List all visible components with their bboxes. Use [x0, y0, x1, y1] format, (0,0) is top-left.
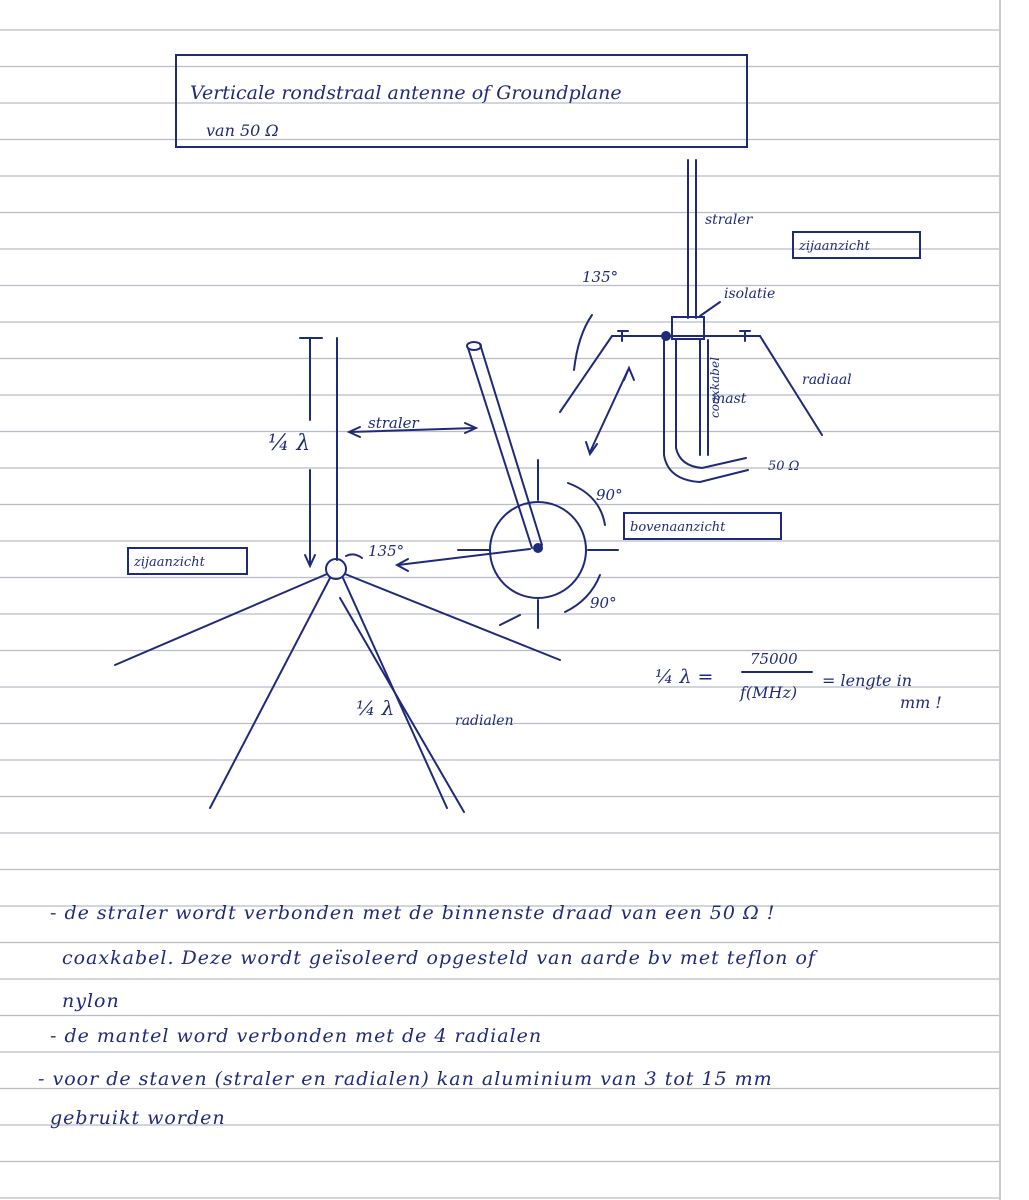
coaxkabel-label: coaxkabel	[708, 357, 722, 418]
side-radial-left	[560, 336, 612, 412]
formula-lhs: ¼ λ =	[655, 666, 714, 688]
radial-quarter-lambda: ¼ λ	[356, 696, 395, 720]
note-line: - de straler wordt verbonden met de binnenste draad van een 50 Ω !	[50, 902, 776, 924]
note-line: gebruikt worden	[50, 1107, 226, 1129]
center-dot	[534, 544, 542, 552]
mast-label: mast	[712, 391, 747, 407]
joint-dot	[662, 332, 670, 340]
quarter-lambda-label: ¼ λ	[268, 431, 311, 456]
note-line: coaxkabel. Deze wordt geïsoleerd opgesteld van aarde bv met teflon of	[62, 947, 816, 969]
title-line1: Verticale rondstraal antenne of Groundplane	[190, 82, 622, 104]
zijaanzicht-label: zijaanzicht	[134, 555, 205, 570]
title-line2: van 50 Ω	[206, 121, 279, 140]
radial-arrow	[590, 370, 628, 452]
radial-left	[115, 574, 327, 665]
rod-edge	[468, 348, 532, 548]
side-zijaanzicht-label: zijaanzicht	[799, 239, 870, 254]
note-line: nylon	[62, 990, 120, 1012]
rod-edge	[480, 344, 542, 545]
straler-label: straler	[368, 414, 419, 432]
formula	[655, 650, 942, 712]
arrow-head	[624, 368, 634, 380]
angle-label: 135°	[368, 542, 405, 560]
bovenaanzicht-label: bovenaanzicht	[630, 520, 726, 535]
pointer-arrow	[398, 549, 530, 565]
small-arrow	[500, 615, 520, 625]
note-line: - voor de staven (straler en radialen) kan aluminium van 3 tot 15 mm	[38, 1068, 773, 1090]
main-antenna-diagram	[115, 338, 560, 812]
radialen-label: radialen	[455, 713, 514, 729]
feed-point	[326, 559, 346, 579]
angle-90-top: 90°	[596, 486, 623, 504]
angle-arc	[574, 315, 592, 370]
impedance-label: 50 Ω	[768, 459, 800, 474]
note-line: - de mantel word verbonden met de 4 radialen	[50, 1025, 543, 1047]
formula-numerator: 75000	[750, 650, 798, 668]
top-view-diagram	[397, 342, 781, 628]
formula-rhs-line1: = lengte in	[822, 671, 913, 690]
side-straler-label: straler	[705, 212, 753, 228]
isolatie-pointer	[700, 302, 720, 316]
radiaal-label: radiaal	[802, 372, 852, 388]
ruled-lines	[0, 30, 1000, 1198]
formula-denominator: f(MHz)	[740, 683, 798, 702]
isolatie-label: isolatie	[724, 286, 776, 302]
rod-end	[467, 342, 481, 350]
angle-90-bottom: 90°	[590, 594, 617, 612]
angle-arc	[346, 554, 362, 558]
side-view-diagram	[560, 160, 920, 482]
side-angle-label: 135°	[582, 268, 619, 286]
radial-front-left	[210, 578, 330, 808]
radial-right	[345, 574, 560, 660]
formula-rhs-line2: mm !	[900, 693, 942, 712]
